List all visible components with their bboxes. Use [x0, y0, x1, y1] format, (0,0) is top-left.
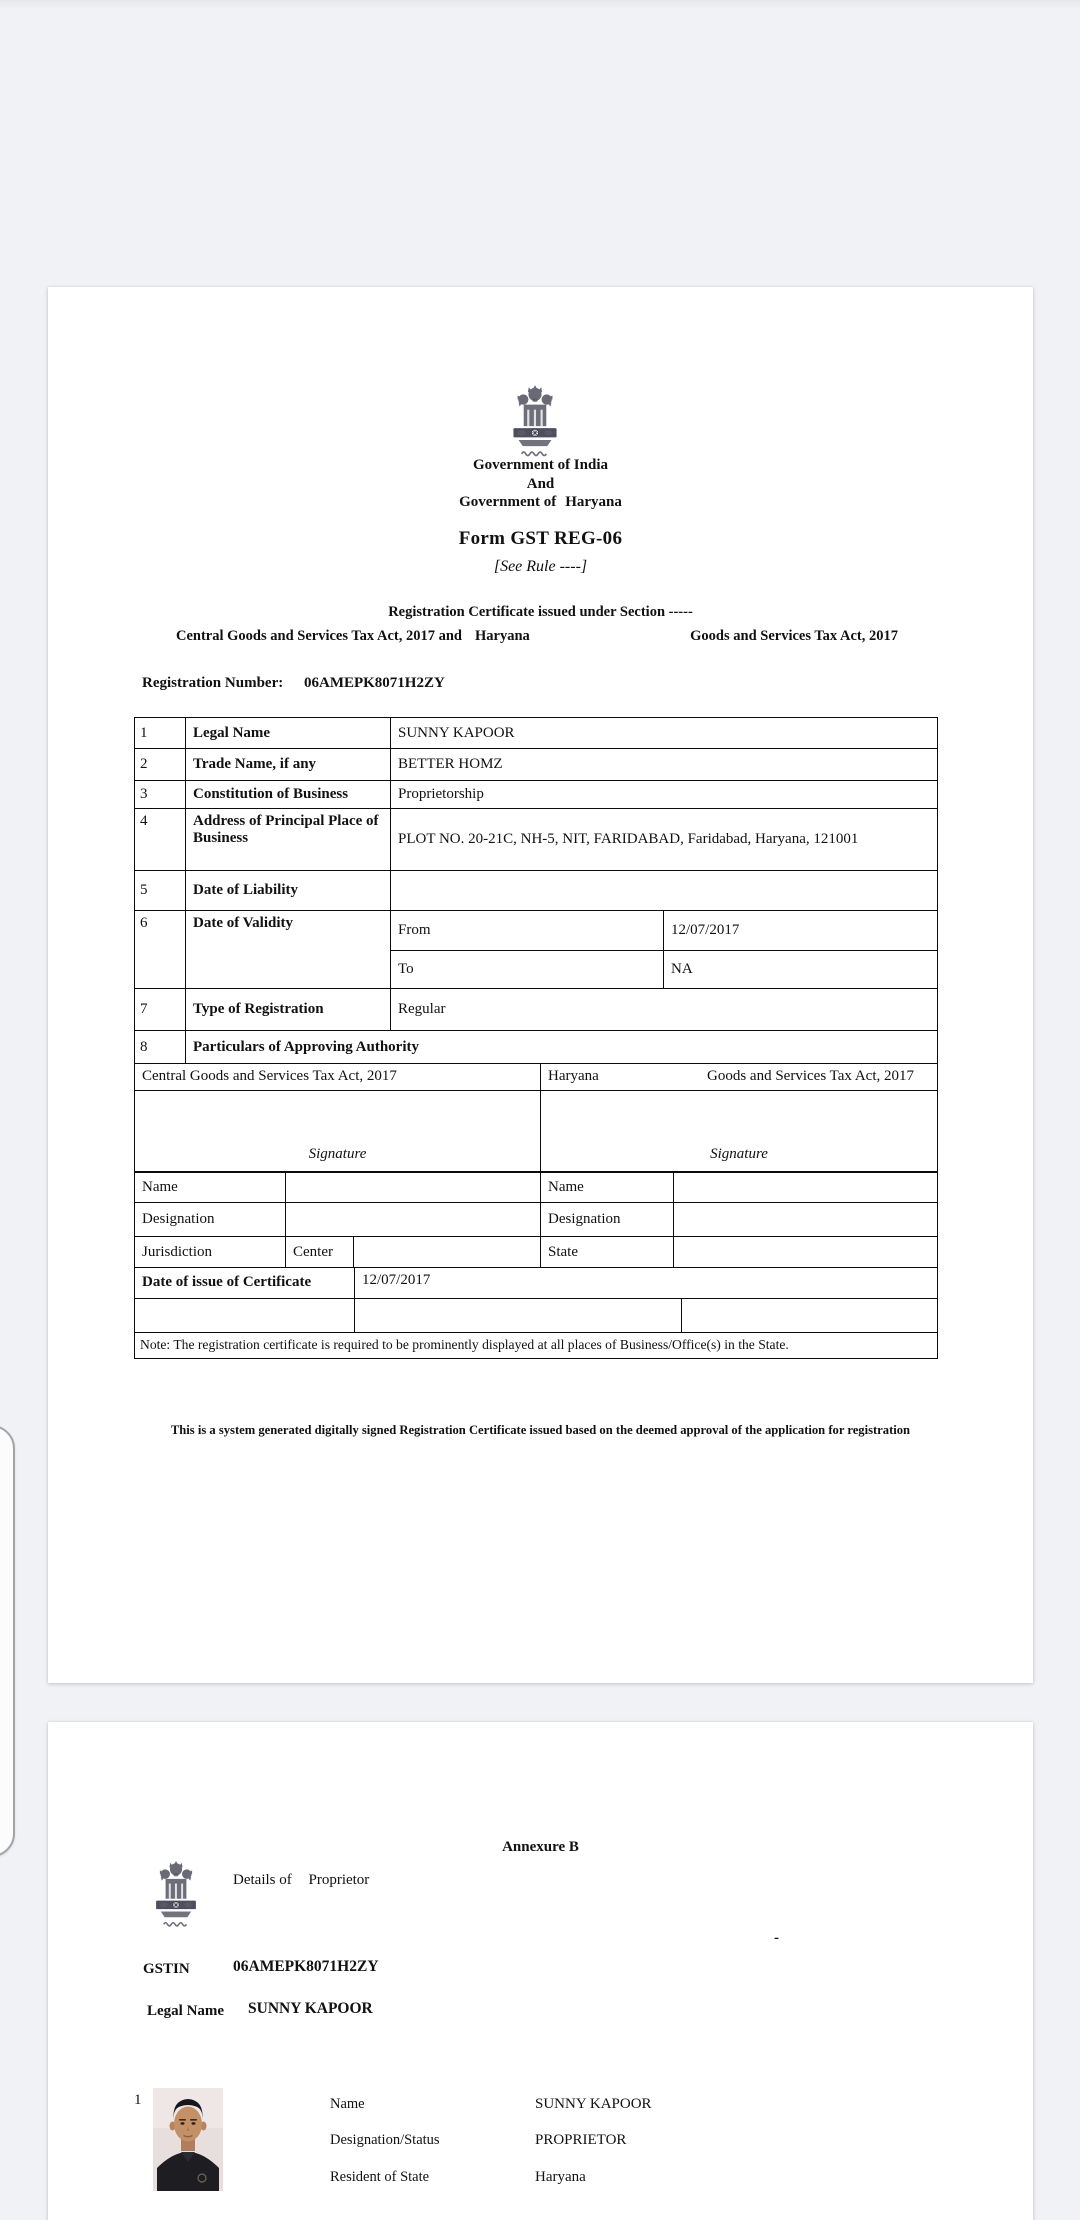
authority-right-act-cell [541, 1063, 938, 1090]
emblem-of-india-icon [509, 382, 561, 460]
row-label: Particulars of Approving Authority [186, 1031, 938, 1064]
row-number: 3 [135, 781, 186, 809]
and-line: And [526, 476, 555, 492]
person-designation-value: PROPRIETOR [535, 2132, 627, 2148]
person-name-value: SUNNY KAPOOR [535, 2096, 652, 2112]
person-state-value: Haryana [535, 2169, 586, 2185]
jurisdiction-state-value [674, 1237, 938, 1268]
table-row [135, 1332, 938, 1358]
table-row [135, 1298, 938, 1332]
gov-of-india-line: Government of India [473, 457, 608, 473]
gstin-label: GSTIN [143, 1961, 190, 1977]
date-of-issue-label: Date of issue of Certificate [135, 1267, 355, 1298]
table-row [135, 1203, 938, 1237]
state-name: Haryana [565, 494, 622, 510]
table-row [135, 989, 938, 1031]
row-value: SUNNY KAPOOR [391, 718, 938, 749]
document-page-1 [48, 287, 1033, 1683]
registration-number-value: 06AMEPK8071H2ZY [303, 675, 445, 691]
annexure-title: Annexure B [502, 1839, 579, 1855]
name-value-left [286, 1172, 541, 1203]
acts-heading-line [176, 628, 898, 645]
row-value [391, 871, 938, 911]
legal-name-label: Legal Name [147, 2003, 225, 2019]
issue-and-note-table [134, 1267, 938, 1359]
table-row [135, 781, 938, 809]
proprietor-photo [153, 2088, 223, 2191]
row-number: 6 [135, 911, 186, 989]
table-row [135, 871, 938, 911]
name-label-left: Name [135, 1172, 286, 1203]
dash-mark: - [774, 1930, 779, 1946]
person-name-label: Name [330, 2096, 365, 2112]
table-row [135, 1172, 938, 1203]
table-row [135, 749, 938, 781]
empty-cell [682, 1298, 938, 1332]
table-row [135, 1031, 938, 1064]
row-label: Date of Validity [186, 911, 391, 989]
person-designation-label: Designation/Status [330, 2132, 440, 2148]
table-row [135, 1267, 938, 1298]
row-label: Constitution of Business [186, 781, 391, 809]
table-row [135, 1090, 938, 1172]
gstin-value: 06AMEPK8071H2ZY [233, 1958, 379, 1975]
designation-label-right: Designation [541, 1203, 674, 1237]
designation-label-left: Designation [135, 1203, 286, 1237]
row-label: Address of Principal Place of Business [186, 809, 391, 871]
row-label: Date of Liability [186, 871, 391, 911]
document-viewer[interactable] [0, 8, 1080, 2220]
system-generated-note: This is a system generated digitally signed Registration Certificate issued based on the deemed approval of the application for registration [170, 1423, 911, 1437]
table-row [135, 718, 938, 749]
see-rule-line: [See Rule ----] [493, 558, 588, 575]
empty-cell [355, 1298, 682, 1332]
table-row [135, 1063, 938, 1090]
row-label: Type of Registration [186, 989, 391, 1031]
authority-right-state: Haryana [548, 1068, 599, 1084]
row-value: Proprietorship [391, 781, 938, 809]
details-of-line [233, 1872, 369, 1889]
signatory-details-table [134, 1171, 938, 1268]
registration-number-line [142, 675, 445, 692]
jurisdiction-center-label: Center [286, 1237, 354, 1268]
date-of-issue-value: 12/07/2017 [355, 1267, 938, 1298]
legal-name-value: SUNNY KAPOOR [248, 2000, 373, 2017]
row-value: Regular [391, 989, 938, 1031]
details-of-label: Details of [233, 1872, 292, 1888]
designation-value-left [286, 1203, 541, 1237]
name-value-right [674, 1172, 938, 1203]
scroll-handle[interactable] [0, 1425, 15, 1857]
row-number: 7 [135, 989, 186, 1031]
main-details-table [134, 717, 938, 1064]
emblem-of-india-icon [152, 1858, 200, 1930]
acts-left-text: Central Goods and Services Tax Act, 2017 and [176, 628, 462, 644]
validity-from-label: From [391, 911, 664, 951]
row-number: 4 [135, 809, 186, 871]
jurisdiction-center-value [354, 1237, 541, 1268]
row-value: BETTER HOMZ [391, 749, 938, 781]
name-label-right: Name [541, 1172, 674, 1203]
table-row [135, 1237, 938, 1268]
signature-area-center: Signature [135, 1090, 541, 1172]
jurisdiction-label: Jurisdiction [135, 1237, 286, 1268]
signature-area-state: Signature [541, 1090, 938, 1172]
row-label: Legal Name [186, 718, 391, 749]
row-value: PLOT NO. 20-21C, NH-5, NIT, FARIDABAD, Faridabad, Haryana, 121001 [391, 809, 938, 871]
certificate-heading: Registration Certificate issued under Section ----- [388, 604, 693, 620]
validity-to-label: To [391, 951, 664, 989]
gov-of-state-line: Government of Haryana [459, 494, 622, 510]
empty-cell [135, 1298, 355, 1332]
validity-to-value: NA [664, 951, 938, 989]
jurisdiction-state-label: State [541, 1237, 674, 1268]
details-of-value: Proprietor [308, 1872, 370, 1888]
approving-authority-table [134, 1063, 938, 1173]
person-index: 1 [134, 2092, 142, 2108]
table-row [135, 809, 938, 871]
acts-right-text: Goods and Services Tax Act, 2017 [690, 628, 898, 644]
person-state-label: Resident of State [330, 2169, 430, 2185]
document-page-2 [48, 1722, 1033, 2220]
designation-value-right [674, 1203, 938, 1237]
row-number: 1 [135, 718, 186, 749]
form-title: Form GST REG-06 [458, 528, 623, 549]
registration-number-label: Registration Number: [142, 675, 284, 691]
acts-state-text: Haryana [475, 628, 530, 644]
row-number: 2 [135, 749, 186, 781]
authority-right-act: Goods and Services Tax Act, 2017 [707, 1068, 914, 1084]
authority-left-act: Central Goods and Services Tax Act, 2017 [135, 1063, 541, 1090]
display-note: Note: The registration certificate is required to be prominently displayed at all places of Business/Office(s) in the State. [135, 1332, 938, 1358]
table-row [135, 911, 938, 951]
validity-from-value: 12/07/2017 [664, 911, 938, 951]
row-number: 8 [135, 1031, 186, 1064]
status-bar-shadow [0, 0, 1080, 8]
row-label: Trade Name, if any [186, 749, 391, 781]
registration-table [134, 717, 940, 1359]
row-number: 5 [135, 871, 186, 911]
